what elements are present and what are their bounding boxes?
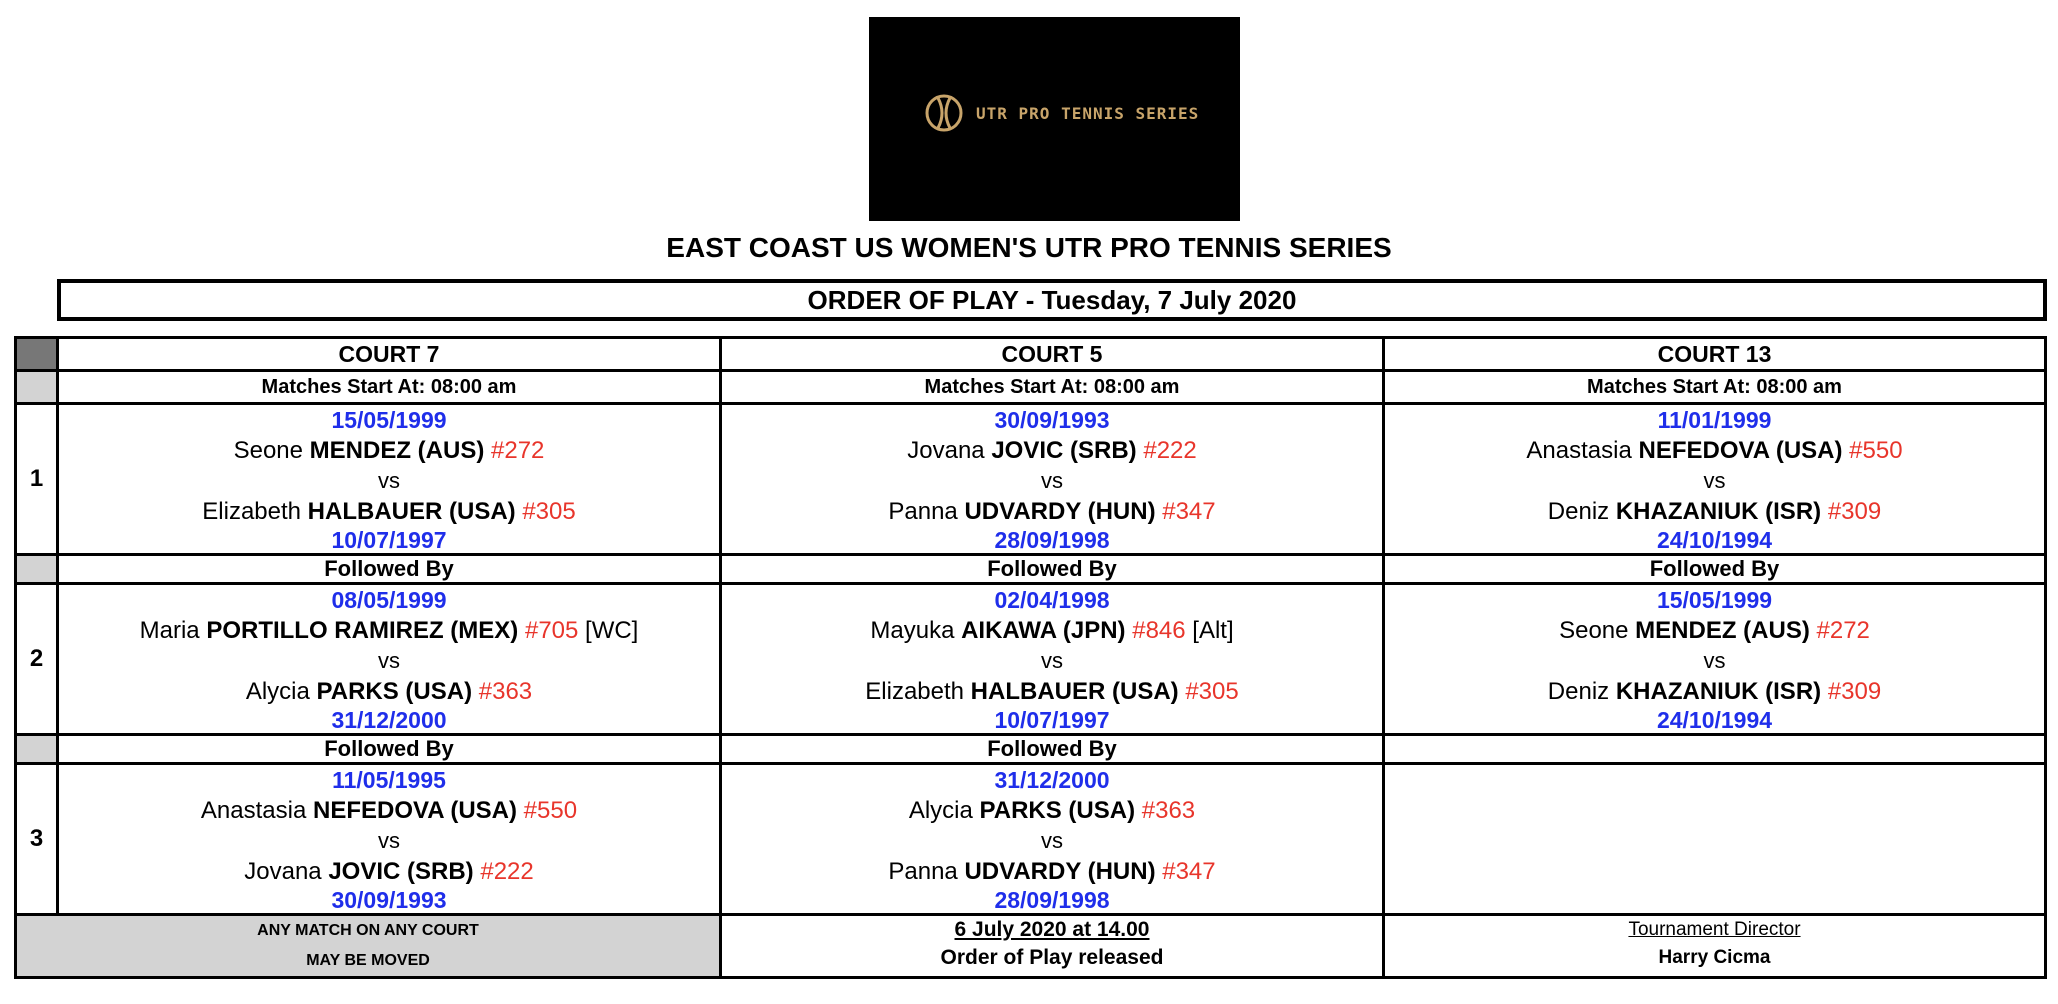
player1-dob: 15/05/1999: [1656, 587, 1773, 613]
player2: [1385, 675, 2044, 708]
player2: [722, 675, 1382, 708]
player-first-name: Jovana: [907, 437, 985, 464]
player-first-name: Alycia: [245, 678, 310, 705]
player2-dob: 28/09/1998: [994, 887, 1110, 913]
director-label: Tournament Director: [1628, 919, 1801, 940]
player2-dob: 24/10/1994: [1656, 527, 1773, 553]
match-cell: [58, 764, 721, 915]
court-header-row: [16, 338, 2046, 371]
player-first-name: Jovana: [244, 858, 322, 885]
spacer-cell: [16, 555, 58, 584]
player-rank: #347: [1162, 498, 1216, 525]
player2-dob: 10/07/1997: [331, 527, 447, 553]
player-rank: #305: [522, 498, 576, 525]
match-number: 3: [16, 764, 58, 915]
player-first-name: Panna: [888, 858, 958, 885]
match-row: [16, 764, 2046, 915]
match-cell: [721, 764, 1384, 915]
player-first-name: Deniz: [1547, 498, 1610, 525]
release-date: 6 July 2020 at 14.00: [954, 918, 1150, 941]
followed-by-label: Followed By: [58, 735, 721, 764]
player-first-name: Alycia: [908, 797, 973, 824]
court-header: COURT 5: [721, 338, 1384, 371]
vs-label: vs: [1041, 648, 1063, 673]
player-last-name: PORTILLO RAMIREZ (MEX): [206, 617, 519, 644]
player-last-name: NEFEDOVA (USA): [313, 797, 517, 824]
player-first-name: Elizabeth: [865, 678, 964, 705]
court-header: COURT 7: [58, 338, 721, 371]
player-rank: #309: [1827, 678, 1882, 705]
player-first-name: Anastasia: [200, 797, 307, 824]
player-rank: #550: [523, 797, 578, 824]
vs-label: vs: [378, 828, 400, 853]
player-last-name: PARKS (USA): [979, 797, 1136, 824]
player2-dob: 24/10/1994: [1656, 707, 1773, 733]
director-info: [1384, 915, 2046, 978]
vs-label: vs: [378, 468, 400, 493]
player-first-name: Panna: [888, 498, 958, 525]
player2: [722, 495, 1382, 528]
match-number: 2: [16, 584, 58, 735]
release-label: Order of Play released: [940, 946, 1164, 969]
director-name: Harry Cicma: [1658, 947, 1771, 968]
match-cell: [721, 584, 1384, 735]
release-info: [721, 915, 1384, 978]
match-cell: [1384, 584, 2046, 735]
player1-dob: 02/04/1998: [994, 587, 1110, 613]
followed-by-label: Followed By: [1384, 555, 2046, 584]
player1-dob: 11/01/1999: [1657, 407, 1772, 433]
player-last-name: UDVARDY (HUN): [964, 498, 1156, 525]
player-first-name: Mayuka: [870, 617, 955, 644]
player2: [722, 855, 1382, 888]
player-last-name: NEFEDOVA (USA): [1638, 437, 1843, 464]
player1: [722, 794, 1382, 827]
player-last-name: JOVIC (SRB): [328, 858, 474, 885]
vs-label: vs: [1703, 468, 1726, 493]
notice-line: ANY MATCH ON ANY COURT: [257, 922, 479, 939]
start-time: Matches Start At: 08:00 am: [1384, 371, 2046, 404]
player-rank: #363: [1141, 797, 1196, 824]
match-cell: [721, 404, 1384, 555]
player-rank: #550: [1849, 437, 1903, 464]
match-cell: [1384, 404, 2046, 555]
vs-label: vs: [378, 648, 400, 673]
player-last-name: HALBAUER (USA): [307, 498, 516, 525]
player-rank: #347: [1162, 858, 1216, 885]
entry-note: [WC]: [585, 617, 639, 644]
start-time: Matches Start At: 08:00 am: [58, 371, 721, 404]
player1: [1385, 614, 2044, 647]
player-rank: #222: [480, 858, 534, 885]
tennis-ball-icon: [924, 93, 964, 133]
player-rank: #309: [1827, 498, 1882, 525]
match-row: [16, 404, 2046, 555]
player-rank: #363: [478, 678, 533, 705]
player2: [59, 855, 719, 888]
player-rank: #846: [1132, 617, 1186, 644]
player1: [59, 614, 719, 647]
player-last-name: PARKS (USA): [316, 678, 473, 705]
player2-dob: 31/12/2000: [331, 707, 447, 733]
notice-line: MAY BE MOVED: [306, 952, 430, 969]
player-last-name: MENDEZ (AUS): [1635, 617, 1810, 644]
player1-dob: 11/05/1995: [332, 767, 446, 793]
footer-row: [16, 915, 2046, 978]
match-cell: [58, 584, 721, 735]
player2: [1385, 495, 2044, 528]
player-first-name: Anastasia: [1526, 437, 1632, 464]
match-cell: [58, 404, 721, 555]
followed-by-row: [16, 555, 2046, 584]
player1-dob: 15/05/1999: [331, 407, 447, 433]
player1: [1385, 434, 2044, 467]
player-rank: #305: [1185, 678, 1239, 705]
followed-by-label: Followed By: [721, 555, 1384, 584]
player1-dob: 31/12/2000: [994, 767, 1110, 793]
vs-label: vs: [1041, 468, 1063, 493]
player-last-name: UDVARDY (HUN): [964, 858, 1156, 885]
player-last-name: JOVIC (SRB): [991, 437, 1137, 464]
player-first-name: Seone: [233, 437, 303, 464]
player1: [722, 434, 1382, 467]
followed-by-label: Followed By: [721, 735, 1384, 764]
move-notice: [16, 915, 721, 978]
player2-dob: 28/09/1998: [994, 527, 1110, 553]
player1-dob: 30/09/1993: [994, 407, 1110, 433]
player1-dob: 08/05/1999: [331, 587, 447, 613]
entry-note: [Alt]: [1192, 617, 1234, 644]
followed-by-row: [16, 735, 2046, 764]
player2: [59, 675, 719, 708]
order-of-play-heading: ORDER OF PLAY - Tuesday, 7 July 2020: [57, 279, 2047, 321]
player-first-name: Maria: [139, 617, 200, 644]
player-rank: #272: [1816, 617, 1870, 644]
player-first-name: Deniz: [1547, 678, 1610, 705]
vs-label: vs: [1041, 828, 1063, 853]
player-last-name: KHAZANIUK (ISR): [1615, 678, 1822, 705]
series-logo: [869, 17, 1240, 221]
player-rank: #705: [524, 617, 579, 644]
start-time: Matches Start At: 08:00 am: [721, 371, 1384, 404]
player2-dob: 10/07/1997: [994, 707, 1110, 733]
player-rank: #222: [1143, 437, 1197, 464]
spacer-cell: [16, 735, 58, 764]
page-title: EAST COAST US WOMEN'S UTR PRO TENNIS SERIES: [666, 232, 1392, 263]
court-header: COURT 13: [1384, 338, 2046, 371]
player-last-name: HALBAUER (USA): [970, 678, 1179, 705]
player-last-name: AIKAWA (JPN): [961, 617, 1126, 644]
match-cell: [1384, 764, 2046, 915]
player2: [59, 495, 719, 528]
corner-cell: [16, 338, 58, 371]
player-first-name: Seone: [1559, 617, 1629, 644]
player1: [59, 434, 719, 467]
player1: [722, 614, 1382, 647]
player2-dob: 30/09/1993: [331, 887, 447, 913]
logo-text: UTR PRO TENNIS SERIES: [976, 103, 1200, 123]
match-number: 1: [16, 404, 58, 555]
order-of-play-table: [14, 336, 2047, 979]
start-time-row: [16, 371, 2046, 404]
player-rank: #272: [491, 437, 545, 464]
spacer-cell: [16, 371, 58, 404]
player-last-name: MENDEZ (AUS): [309, 437, 485, 464]
match-row: [16, 584, 2046, 735]
followed-by-label: Followed By: [58, 555, 721, 584]
player-last-name: KHAZANIUK (ISR): [1615, 498, 1822, 525]
vs-label: vs: [1703, 648, 1726, 673]
followed-by-label: [1384, 735, 2046, 764]
player1: [59, 794, 719, 827]
player-first-name: Elizabeth: [202, 498, 301, 525]
